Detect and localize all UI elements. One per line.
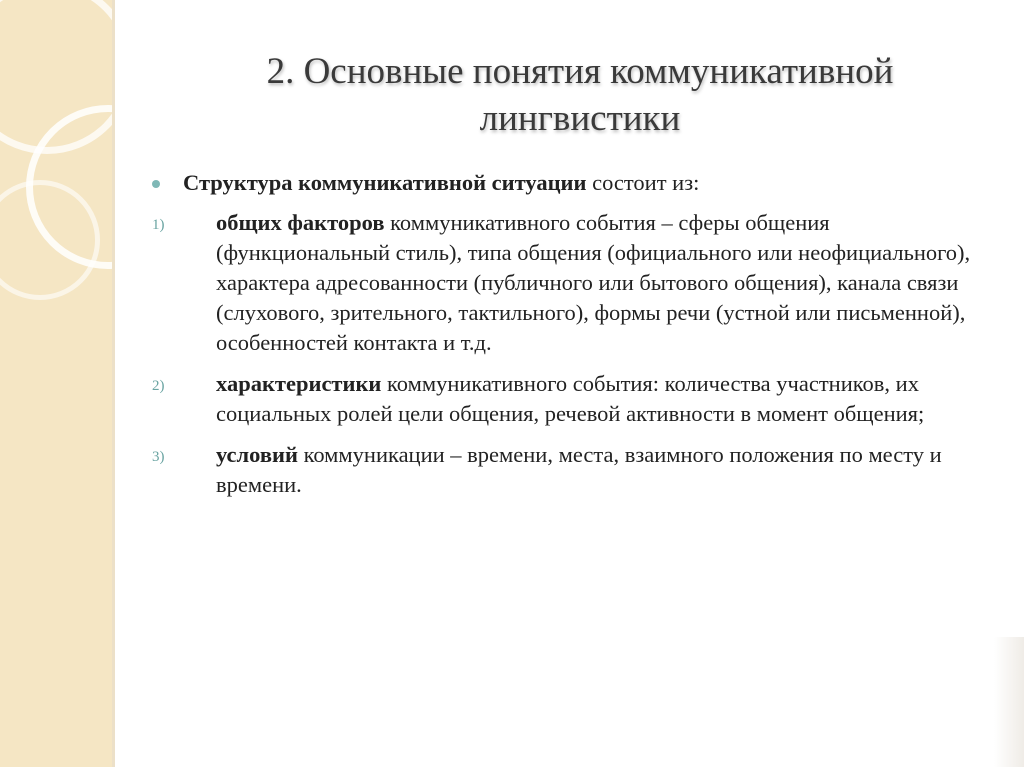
- item-number: 3): [152, 449, 165, 465]
- bullet-item: [152, 168, 972, 198]
- bullet-text: состоит из:: [586, 170, 700, 195]
- item-bold-text: характеристики: [216, 371, 382, 396]
- item-number: 1): [152, 217, 165, 233]
- bullet-dot-icon: [152, 180, 160, 188]
- title-line-2: лингвистики: [479, 98, 681, 139]
- page-curl-shadow: [994, 637, 1024, 767]
- item-bold-text: общих факторов: [216, 210, 385, 235]
- list-item: [152, 369, 972, 429]
- list-item: [152, 208, 972, 358]
- slide-body: [152, 168, 972, 511]
- item-text: коммуникативного события – сферы общения (функциональный стиль), типа общения (официального или неофициального), характера адресованности (публичного или бытового общения), канала связи (слухового, зрительного, тактильного), формы речи (устной или письменной), особенностей контакта и т.д.: [216, 210, 971, 355]
- list-item: [152, 440, 972, 500]
- item-text: коммуникативного события: количества участников, их социальных ролей цели общения, речевой активности в момент общения;: [216, 371, 925, 426]
- item-bold-text: условий: [216, 442, 298, 467]
- panel-divider: [112, 0, 115, 767]
- item-number: 2): [152, 378, 165, 394]
- title-line-1: 2. Основные понятия коммуникативной: [266, 51, 894, 92]
- decorative-side-panel: [0, 0, 112, 767]
- slide-title: [150, 48, 1010, 142]
- item-text: коммуникации – времени, места, взаимного положения по месту и времени.: [216, 442, 942, 497]
- bullet-bold-text: Структура коммуникативной ситуации: [183, 170, 587, 195]
